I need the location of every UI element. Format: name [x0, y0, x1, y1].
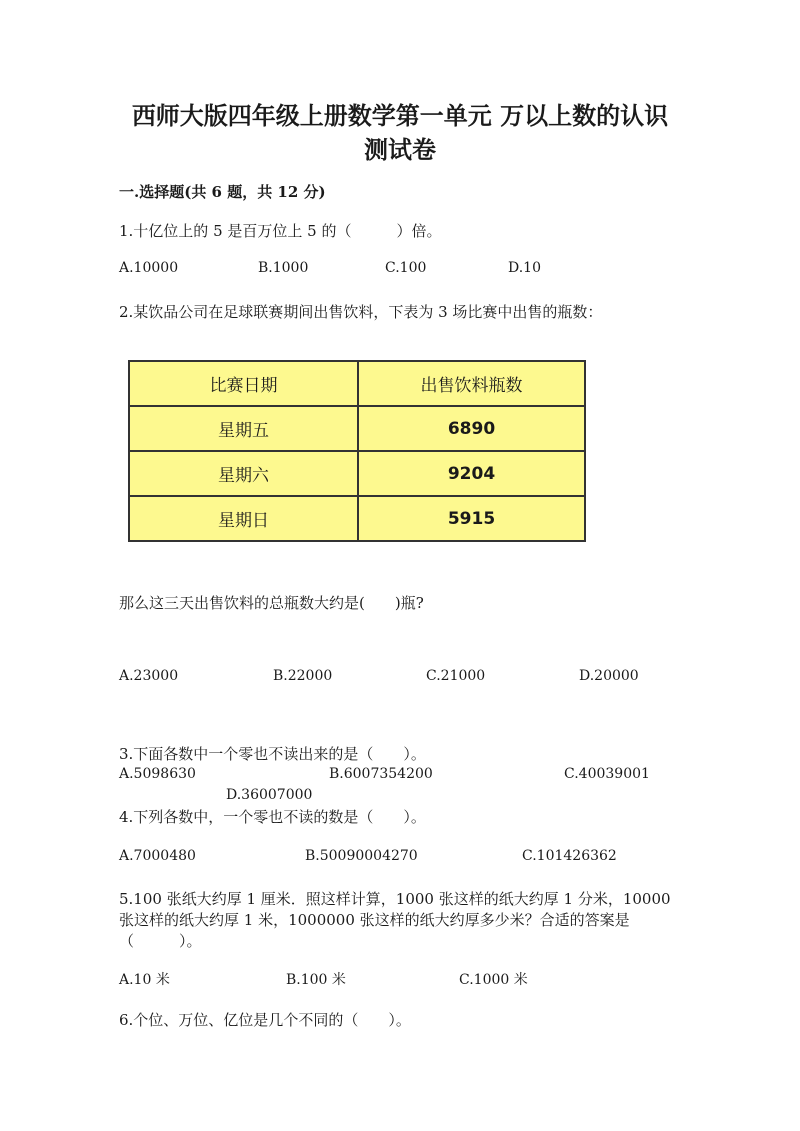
question-5-text-line1: 5.100 张纸大约厚 1 厘米．照这样计算，1000 张这样的纸大约厚 1 分米，10000 [119, 890, 671, 908]
question-5-option-c: C.1000 米 [459, 972, 528, 988]
question-3-text: 3.下面各数中一个零也不读出来的是（ ）。 [119, 745, 426, 763]
question-4-option-a: A.7000480 [119, 848, 196, 864]
table-cell-day: 星期五 [129, 406, 358, 451]
question-2-text: 2.某饮品公司在足球联赛期间出售饮料，下表为 3 场比赛中出售的瓶数： [119, 303, 603, 321]
question-2-option-c: C.21000 [426, 668, 486, 684]
table-header-bottles: 出售饮料瓶数 [358, 361, 585, 406]
table-header-row [129, 361, 585, 406]
question-4-text: 4.下列各数中，一个零也不读的数是（ ）。 [119, 808, 426, 826]
sales-table [128, 360, 586, 542]
table-cell-day: 星期六 [129, 451, 358, 496]
question-6-text: 6.个位、万位、亿位是几个不同的（ ）。 [119, 1011, 411, 1029]
question-5-option-a: A.10 米 [119, 972, 170, 988]
question-3-option-b: B.6007354200 [329, 766, 433, 782]
question-2-option-a: A.23000 [119, 668, 179, 684]
page-title-line2: 测试卷 [364, 135, 436, 164]
question-2-option-d: D.20000 [579, 668, 639, 684]
question-1-text: 1.十亿位上的 5 是百万位上 5 的（ ）倍。 [119, 222, 442, 240]
question-1-option-c: C.100 [385, 260, 427, 276]
table-header-date: 比赛日期 [129, 361, 358, 406]
table-cell-count: 5915 [358, 496, 585, 541]
question-5-option-b: B.100 米 [286, 972, 346, 988]
question-2-followup: 那么这三天出售饮料的总瓶数大约是( )瓶? [119, 594, 424, 612]
question-4-option-c: C.101426362 [522, 848, 617, 864]
question-4-option-b: B.50090004270 [305, 848, 418, 864]
question-3-option-a: A.5098630 [119, 766, 196, 782]
question-1-option-b: B.1000 [258, 260, 309, 276]
question-1-option-d: D.10 [508, 260, 541, 276]
page-title-line1: 西师大版四年级上册数学第一单元 万以上数的认识 [131, 101, 669, 130]
table-cell-count: 9204 [358, 451, 585, 496]
question-3-option-d: D.36007000 [226, 787, 313, 803]
section-heading: 一.选择题(共 6 题，共 12 分) [119, 183, 326, 201]
question-1-option-a: A.10000 [119, 260, 179, 276]
table-row [129, 496, 585, 541]
table-cell-day: 星期日 [129, 496, 358, 541]
question-5-text-line2: 张这样的纸大约厚 1 米，1000000 张这样的纸大约厚多少米？合适的答案是 [119, 911, 630, 929]
table-row [129, 406, 585, 451]
question-3-option-c: C.40039001 [564, 766, 650, 782]
question-5-text-line3: （ ）。 [119, 932, 202, 950]
question-2-option-b: B.22000 [273, 668, 333, 684]
table-row [129, 451, 585, 496]
table-cell-count: 6890 [358, 406, 585, 451]
